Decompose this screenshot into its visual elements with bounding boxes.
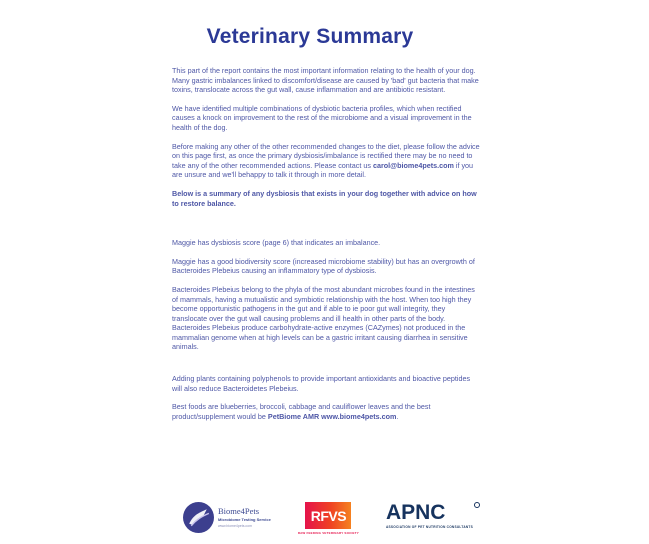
biome4pets-url: www.biome4pets.com xyxy=(218,523,253,528)
intro-paragraph-3-text: Before making any other of the other recommended changes to the diet, please follow the advice on this page first, as once the primary dysbiosis/imbalance is rectified there may be no need to take any of the other recommended actions. Please contact us xyxy=(172,141,480,170)
intro-paragraph-3 xyxy=(172,142,480,180)
intro-paragraph-2: We have identified multiple combinations of dysbiotic bacteria profiles, which when rectified causes a knock on improvement to the rest of the microbiome and a visual improvement in the health of the dog. xyxy=(172,103,472,132)
best-foods-paragraph xyxy=(172,402,480,421)
best-foods-period: . xyxy=(396,411,399,421)
bacteroides-detail-paragraph: Bacteroides Plebeius belong to the phyla of the most abundant microbes found in the intestines of mammals, having a mutualistic and symbiotic relationship with the host. When too high they become opportunistic pathogens in the gut and if able to ie poor gut wall integrity, they translocate over the gut wall causing problems and ill health in other parts of the body. Bacteroides Plebeius produce carbohydrate-active enzymes (CAZymes) not produced in the mammalian genome when at high levels can be a gastric irritant causing diarrhea in sensitive animals. xyxy=(172,284,475,352)
page-title: Veterinary Summary xyxy=(206,25,414,48)
intro-paragraph-1: This part of the report contains the most important information relating to the health of your dog. Many gastric imbalances linked to discomfort/disease are caused by 'bad' gut bacteria that make toxins, translocate across the gut wall, cause inflammation and are antibiotic resistant. xyxy=(172,66,479,95)
rfvs-abbr: RFVS xyxy=(310,507,347,524)
biome4pets-logo xyxy=(183,502,271,533)
summary-lead-bold: Below is a summary of any dysbiosis that exists in your dog together with advice on how to restore balance. xyxy=(172,188,477,208)
apnc-tagline: ASSOCIATION OF PET NUTRITION CONSULTANTS xyxy=(385,525,473,529)
rfvs-tagline: RAW FEEDING VETERINARY SOCIETY xyxy=(297,531,359,535)
intro-paragraph-3-text-after: if you are unsure and we'll behappy to talk it through in more detail. xyxy=(172,160,474,180)
dysbiosis-score-paragraph: Maggie has dysbiosis score (page 6) that indicates an imbalance. xyxy=(172,238,381,248)
apnc-logo xyxy=(386,502,480,529)
biome4pets-logo-icon xyxy=(183,502,214,533)
biome4pets-name: Biome4Pets xyxy=(218,506,260,517)
biome4pets-tagline: Microbiome Testing Service xyxy=(218,517,271,523)
apnc-abbr: APNC xyxy=(385,501,446,524)
apnc-superscript-mark xyxy=(474,502,480,508)
polyphenols-paragraph: Adding plants containing polyphenols to provide important antioxidants and bioactive peptides will also reduce Bacteroidetes Plebeius. xyxy=(172,374,471,393)
rfvs-logo-icon xyxy=(305,502,351,529)
rfvs-logo xyxy=(298,502,359,535)
footer-logos xyxy=(183,502,480,535)
product-recommendation: PetBiome AMR www.biome4pets.com xyxy=(267,411,397,421)
report-body xyxy=(172,66,480,430)
best-foods-text: Best foods are blueberries, broccoli, cabbage and cauliflower leaves and the best product/supplement would be xyxy=(172,402,431,421)
contact-email: carol@biome4pets.com xyxy=(372,160,454,170)
biodiversity-paragraph: Maggie has a good biodiversity score (increased microbiome stability) but has an overgrowth of Bacteroides Plebeius causing an inflammatory type of dysbiosis. xyxy=(172,256,475,276)
